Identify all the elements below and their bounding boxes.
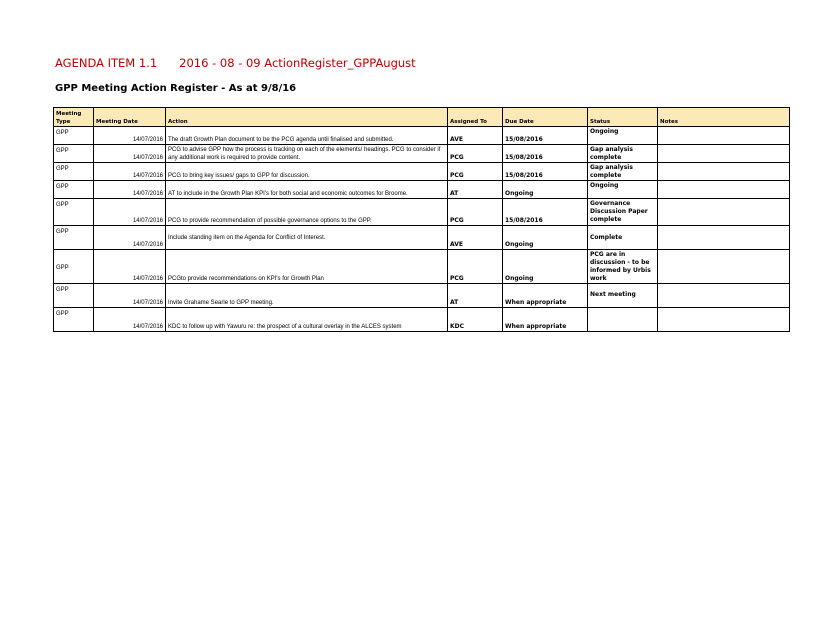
cell-notes: [658, 145, 790, 163]
cell-due-date: Ongoing: [503, 226, 588, 250]
table-header-row: [54, 108, 790, 127]
cell-assigned-to: AT: [448, 284, 503, 308]
table-row: [54, 127, 790, 145]
cell-status: Complete: [588, 226, 658, 250]
cell-status: [588, 308, 658, 332]
col-header-notes: Notes: [658, 108, 790, 127]
cell-meeting-type: GPP: [54, 181, 94, 199]
cell-due-date: When appropriate: [503, 308, 588, 332]
table-row: [54, 226, 790, 250]
table-row: [54, 163, 790, 181]
cell-meeting-date: 14/07/2016: [94, 284, 166, 308]
cell-due-date: 15/08/2016: [503, 145, 588, 163]
agenda-item-label: AGENDA ITEM 1.1: [55, 56, 158, 70]
cell-status: Ongoing: [588, 181, 658, 199]
cell-notes: [658, 163, 790, 181]
table-row: [54, 181, 790, 199]
action-register-table: [53, 107, 790, 332]
cell-notes: [658, 226, 790, 250]
table-row: [54, 145, 790, 163]
cell-meeting-type: GPP: [54, 199, 94, 226]
cell-meeting-type: GPP: [54, 163, 94, 181]
cell-notes: [658, 250, 790, 284]
cell-status: Governance Discussion Paper complete: [588, 199, 658, 226]
cell-assigned-to: KDC: [448, 308, 503, 332]
cell-meeting-type: GPP: [54, 145, 94, 163]
cell-action: AT to include in the Growth Plan KPI's for both social and economic outcomes for Broome.: [166, 181, 448, 199]
register-title: GPP Meeting Action Register - As at 9/8/16: [55, 83, 297, 94]
file-name: 2016 - 08 - 09 ActionRegister_GPPAugust: [179, 56, 416, 70]
cell-status: Gap analysis complete: [588, 163, 658, 181]
cell-notes: [658, 308, 790, 332]
cell-meeting-type: GPP: [54, 250, 94, 284]
table-row: [54, 284, 790, 308]
cell-meeting-date: 14/07/2016: [94, 127, 166, 145]
cell-action: PCGto provide recommendations on KPI's for Growth Plan: [166, 250, 448, 284]
cell-due-date: Ongoing: [503, 181, 588, 199]
cell-meeting-date: 14/07/2016: [94, 226, 166, 250]
cell-status: Gap analysis complete: [588, 145, 658, 163]
cell-meeting-date: 14/07/2016: [94, 163, 166, 181]
cell-status: PCG are in discussion - to be informed by Urbis work: [588, 250, 658, 284]
cell-notes: [658, 284, 790, 308]
cell-action: PCG to bring key issues/ gaps to GPP for discussion.: [166, 163, 448, 181]
col-header-action: Action: [166, 108, 448, 127]
cell-due-date: 15/08/2016: [503, 163, 588, 181]
cell-action: PCG to advise GPP how the process is tracking on each of the elements/ headings. PCG to consider if any additional work is required to provide content.: [166, 145, 448, 163]
agenda-heading: [55, 56, 416, 70]
cell-due-date: 15/08/2016: [503, 127, 588, 145]
cell-meeting-type: GPP: [54, 127, 94, 145]
cell-assigned-to: PCG: [448, 199, 503, 226]
cell-due-date: Ongoing: [503, 250, 588, 284]
cell-meeting-date: 14/07/2016: [94, 250, 166, 284]
table-row: [54, 250, 790, 284]
cell-meeting-date: 14/07/2016: [94, 199, 166, 226]
cell-action: Invite Grahame Searle to GPP meeting.: [166, 284, 448, 308]
table-row: [54, 199, 790, 226]
cell-due-date: 15/08/2016: [503, 199, 588, 226]
cell-notes: [658, 127, 790, 145]
col-header-status: Status: [588, 108, 658, 127]
cell-action: Include standing item on the Agenda for Conflict of Interest.: [166, 226, 448, 250]
cell-meeting-type: GPP: [54, 284, 94, 308]
cell-meeting-type: GPP: [54, 226, 94, 250]
cell-assigned-to: PCG: [448, 250, 503, 284]
cell-assigned-to: PCG: [448, 163, 503, 181]
table-row: [54, 308, 790, 332]
cell-meeting-date: 14/07/2016: [94, 308, 166, 332]
col-header-meeting-date: Meeting Date: [94, 108, 166, 127]
cell-action: The draft Growth Plan document to be the PCG agenda until finalised and submitted.: [166, 127, 448, 145]
cell-notes: [658, 181, 790, 199]
cell-action: KDC to follow up with Yawuru re: the prospect of a cultural overlay in the ALCES system: [166, 308, 448, 332]
cell-meeting-date: 14/07/2016: [94, 181, 166, 199]
col-header-meeting-type: Meeting Type: [54, 108, 94, 127]
col-header-assigned-to: Assigned To: [448, 108, 503, 127]
cell-due-date: When appropriate: [503, 284, 588, 308]
cell-notes: [658, 199, 790, 226]
col-header-due-date: Due Date: [503, 108, 588, 127]
cell-assigned-to: AVE: [448, 127, 503, 145]
cell-action: PCG to provide recommendation of possible governance options to the GPP.: [166, 199, 448, 226]
cell-assigned-to: AT: [448, 181, 503, 199]
cell-status: Ongoing: [588, 127, 658, 145]
cell-status: Next meeting: [588, 284, 658, 308]
cell-meeting-type: GPP: [54, 308, 94, 332]
cell-assigned-to: PCG: [448, 145, 503, 163]
cell-assigned-to: AVE: [448, 226, 503, 250]
cell-meeting-date: 14/07/2016: [94, 145, 166, 163]
